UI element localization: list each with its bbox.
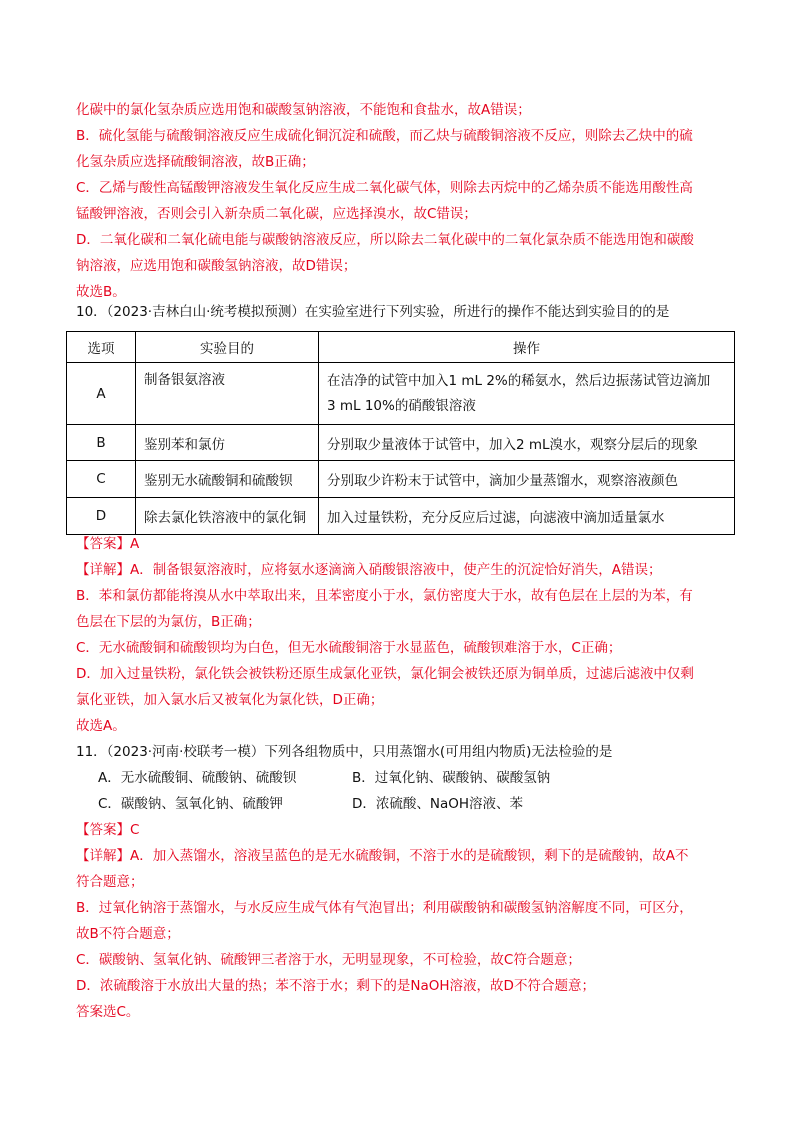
detail-line: 【详解】A．制备银氨溶液时，应将氨水逐滴滴入硝酸银溶液中，使产生的沉淀恰好消失，A错误；: [76, 562, 662, 578]
question-11: [76, 739, 726, 817]
option-list: [76, 765, 726, 817]
detail-line: D．浓硫酸溶于水放出大量的热；苯不溶于水；剩下的是NaOH溶液，故D不符合题意；: [76, 978, 595, 994]
option-b: B．过氧化钠、碳酸钠、碳酸氢钠: [352, 770, 551, 786]
purpose-cell: 鉴别无水硫酸铜和硫酸钡: [136, 461, 319, 498]
detail-line: 氯化亚铁，加入氯水后又被氧化为氯化铁，D正确；: [76, 692, 384, 708]
option-cell: C: [67, 461, 136, 498]
detail-line: 答案选C。: [76, 1004, 140, 1020]
experiment-table: [66, 331, 735, 535]
answer-label: 【答案】: [76, 822, 130, 838]
header-purpose: 实验目的: [136, 332, 319, 363]
table-header-row: [67, 332, 735, 363]
purpose-cell: 除去氯化铁溶液中的氯化铜: [136, 498, 319, 535]
explanation-line: 化氢杂质应选择硫酸铜溶液，故B正确；: [76, 154, 315, 170]
detail-label: 【详解】: [76, 848, 130, 864]
question-text: 11．（2023·河南·校联考一模）下列各组物质中，只用蒸馏水(可用组内物质)无法检验的是: [76, 744, 613, 760]
operation-line: 3 mL 10%的硝酸银溶液: [327, 397, 476, 414]
detail-line: C．碳酸钠、氢氧化钠、硫酸钾三者溶于水，无明显现象，不可检验，故C符合题意；: [76, 952, 581, 968]
operation-cell: [319, 363, 735, 425]
table-row: [67, 498, 735, 535]
detail-line: 符合题意；: [76, 874, 144, 890]
purpose-cell: 制备银氨溶液: [136, 363, 319, 425]
option-cell: A: [67, 363, 136, 425]
previous-explanation: [76, 97, 726, 305]
detail-line: 色层在下层的为氯仿，B正确；: [76, 614, 261, 630]
option-c: C．碳酸钠、氢氧化钠、硫酸钾: [98, 796, 283, 812]
header-option: 选项: [67, 332, 136, 363]
explanation-line: 故选B。: [76, 284, 126, 300]
operation-cell: 分别取少量液体于试管中，加入2 mL溴水，观察分层后的现象: [319, 425, 735, 461]
question-10-stem: [76, 299, 726, 325]
answer-value: C: [130, 822, 140, 838]
option-a: A．无水硫酸铜、硫酸钠、硫酸钡: [98, 770, 297, 786]
operation-cell: 加入过量铁粉，充分反应后过滤，向滤液中滴加适量氯水: [319, 498, 735, 535]
operation-line: 在洁净的试管中加入1 mL 2%的稀氨水，然后边振荡试管边滴加: [327, 372, 711, 389]
answer-value: A: [130, 536, 140, 552]
question-11-solution: [76, 817, 726, 1025]
explanation-line: 锰酸钾溶液，否则会引入新杂质二氧化碳，应选择溴水，故C错误；: [76, 206, 477, 222]
detail-line: 故选A。: [76, 718, 126, 734]
detail-line: B．过氧化钠溶于蒸馏水，与水反应生成气体有气泡冒出；利用碳酸钠和碳酸氢钠溶解度不同，可区分，: [76, 900, 693, 916]
table-row: [67, 363, 735, 425]
answer-line: [76, 817, 726, 843]
detail-line: 【详解】A．加入蒸馏水，溶液呈蓝色的是无水硫酸铜，不溶于水的是硫酸钡，剩下的是硫酸钠，故A不: [76, 848, 689, 864]
option-cell: B: [67, 425, 136, 461]
detail-label: 【详解】: [76, 562, 130, 578]
explanation-line: C．乙烯与酸性高锰酸钾溶液发生氧化反应生成二氧化碳气体，则除去丙烷中的乙烯杂质不能选用酸性高: [76, 180, 693, 196]
operation-cell: 分别取少许粉末于试管中，滴加少量蒸馏水，观察溶液颜色: [319, 461, 735, 498]
explanation-line: 钠溶液，应选用饱和碳酸氢钠溶液，故D错误；: [76, 258, 357, 274]
detail-line: D．加入过量铁粉，氯化铁会被铁粉还原生成氯化亚铁，氯化铜会被铁还原为铜单质，过滤后滤液中仅剩: [76, 666, 694, 682]
table-row: [67, 425, 735, 461]
explanation-line: D．二氧化碳和二氧化硫电能与碳酸钠溶液反应，所以除去二氧化碳中的二氧化氯杂质不能选用饱和碳酸: [76, 232, 694, 248]
detail-line: 故B不符合题意；: [76, 926, 180, 942]
answer-line: [76, 531, 726, 557]
option-d: D．浓硫酸、NaOH溶液、苯: [352, 796, 524, 812]
purpose-cell: 鉴别苯和氯仿: [136, 425, 319, 461]
header-operation: 操作: [319, 332, 735, 363]
question-text: 10．（2023·吉林白山·统考模拟预测）在实验室进行下列实验，所进行的操作不能达到实验目的的是: [76, 304, 670, 320]
answer-label: 【答案】: [76, 536, 130, 552]
detail-line: C．无水硫酸铜和硫酸钡均为白色，但无水硫酸铜溶于水显蓝色，硫酸钡难溶于水，C正确；: [76, 640, 622, 656]
question-10-solution: [76, 531, 726, 739]
option-cell: D: [67, 498, 136, 535]
table-row: [67, 461, 735, 498]
explanation-line: 化碳中的氯化氢杂质应选用饱和碳酸氢钠溶液，不能饱和食盐水，故A错误；: [76, 102, 531, 118]
explanation-line: B．硫化氢能与硫酸铜溶液反应生成硫化铜沉淀和硫酸，而乙炔与硫酸铜溶液不反应，则除去乙炔中的硫: [76, 128, 693, 144]
detail-line: B．苯和氯仿都能将溴从水中萃取出来，且苯密度小于水，氯仿密度大于水，故有色层在上层的为苯，有: [76, 588, 693, 604]
